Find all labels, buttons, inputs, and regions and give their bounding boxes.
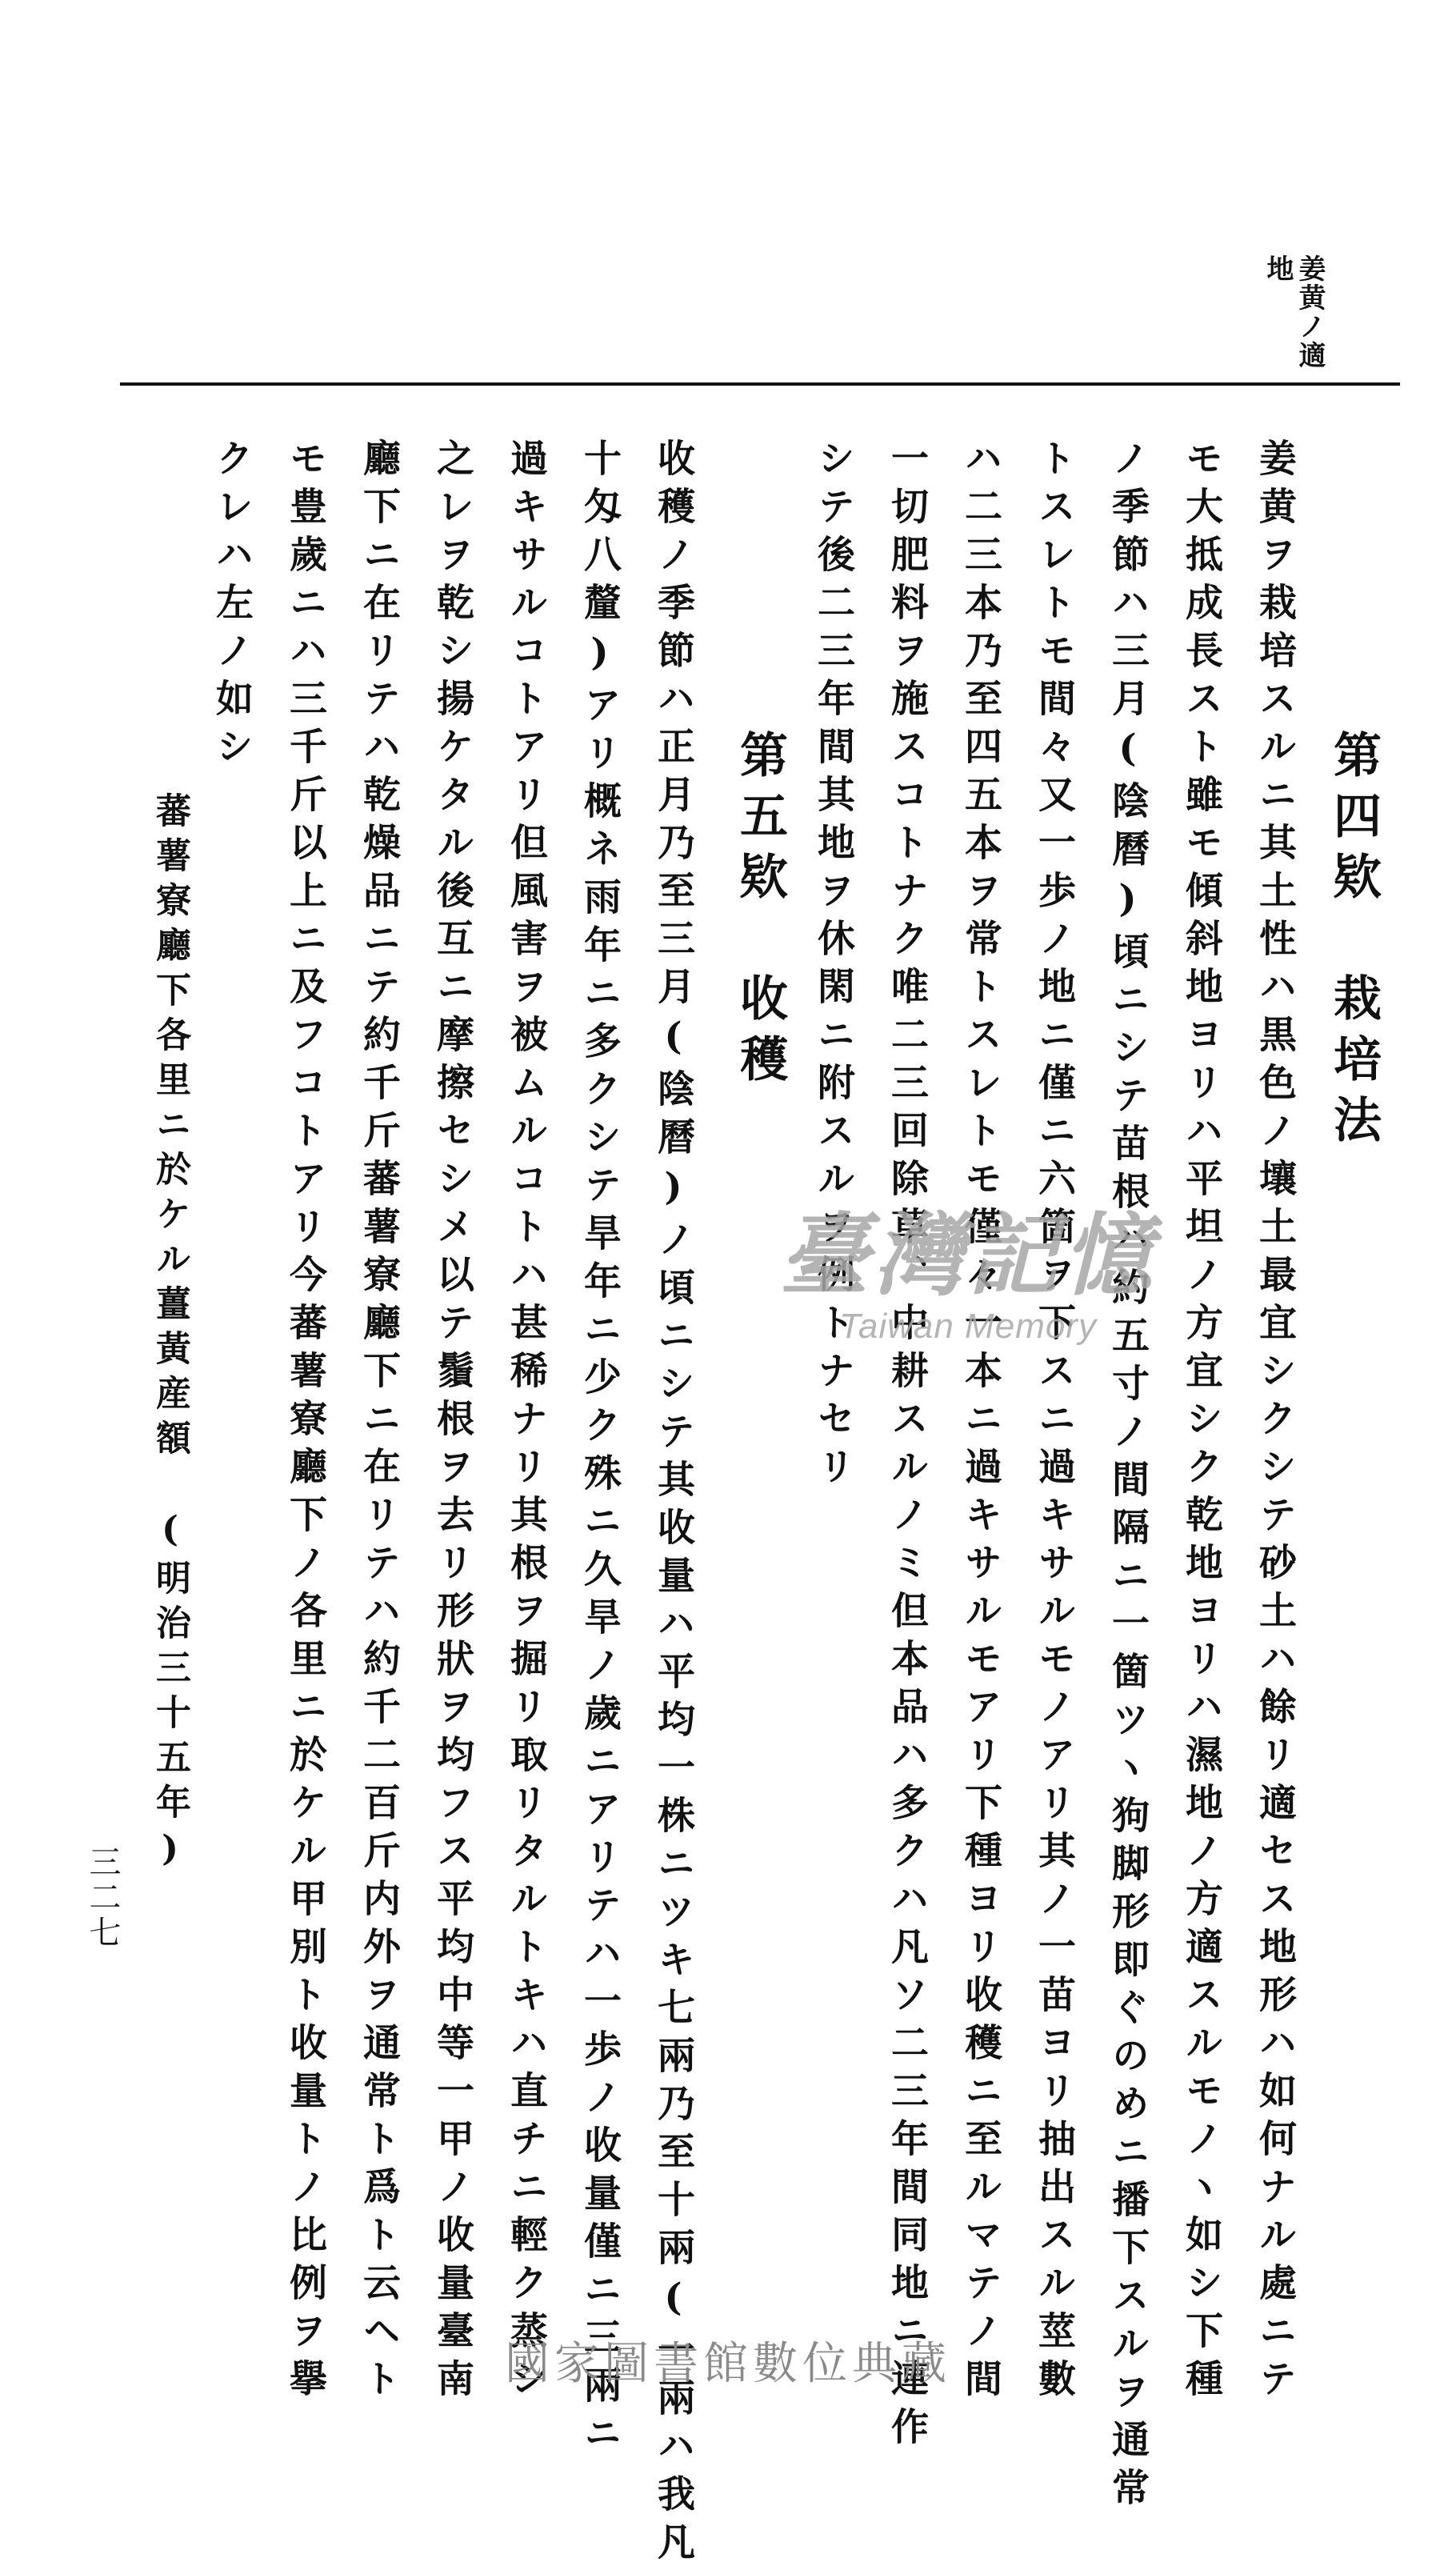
watermark-english: Taiwan Memory [839,1307,1097,1346]
section4-column-3: ノ季節ハ三月(陰曆)頃ニシテ苗根ハ約五寸ノ間隔ニ一箇ツヽ狗脚形即ぐのめニ播下スルヲ通常 [1106,438,1150,2516]
section5-column-5: 廳下ニ在リテハ乾燥品ニテ約千斤蕃薯寮廳下ニ在リテハ約千二百斤内外ヲ通常ト爲ト云ヘト [357,438,401,2407]
margin-note-line-2: 地 [1262,254,1294,283]
section4-heading: 第四欵 栽培法 [1326,730,1382,1155]
section5-column-6: モ豊歲ニハ三千斤以上ニ及フコトアリ今蕃薯寮廳下ノ各里ニ於ケル甲別ト收量トノ比例ヲ擧 [283,438,327,2407]
header-rule [120,382,1400,386]
section5-column-2: 十匁八釐)アリ概ネ雨年ニ多クシテ旱年ニ少ク殊ニ久旱ノ歲ニアリテハ一歩ノ收量僅ニ三兩ニ [578,438,622,2461]
section4-column-4: トスレトモ間々又一歩ノ地ニ僅ニ六箇ヲ下スニ過キサルモノアリ其ノ一苗ヨリ抽出スル莖數 [1032,438,1076,2407]
section5-column-4: 之レヲ乾シ揚ケタル後互ニ摩擦セシメ以テ鬚根ヲ去リ形狀ヲ均フス平均中等一甲ノ收量臺南 [430,438,474,2407]
footer-archive-label: 國家圖書館數位典藏 [505,2338,951,2390]
section4-column-2: モ大抵成長スト雖モ傾斜地ヨリハ平坦ノ方宜シク乾地ヨリハ濕地ノ方適スルモノヽ如シ下種 [1179,438,1223,2407]
section4-column-7: シテ後二三年間其地ヲ休閑ニ附スルヲ例トナセリ [811,438,855,1495]
section4-column-5: ハ二三本乃至四五本ヲ常トスレトモ僅々一本ニ過キサルモアリ下種ヨリ收穫ニ至ルマテノ間 [958,438,1002,2407]
margin-note-line-1: 姜黄ノ適 [1294,254,1326,370]
table-title: 蕃薯寮廳下各里ニ於ケル薑黃産額 (明治三十五年) [150,792,190,1879]
section5-column-1: 收穫ノ季節ハ正月乃至三月(陰曆)ノ頃ニシテ其收量ハ平均一株ニツキ七兩乃至十兩(一兩ハ我凡 [651,438,695,2570]
section5-column-3: 過キサルコトアリ但風害ヲ被ムルコトハ甚稀ナリ其根ヲ掘リ取リタルトキハ直チニ輕ク蒸シ [504,438,548,2407]
section4-column-1: 姜黄ヲ栽培スルニ其土性ハ黒色ノ壤土最宜シクシテ砂土ハ餘リ適セス地形ハ如何ナル處ニテ [1253,438,1297,2407]
section5-column-7: クレハ左ノ如シ [210,438,254,775]
watermark-chinese: 臺灣記憶 [779,1203,1157,1308]
watermark-logo [720,1184,1216,1347]
section4-column-6: 一切肥料ヲ施スコトナク唯二三回除草、中耕スルノミ但本品ハ多クハ凡ソ二三年間同地ニ連作 [885,438,929,2455]
section5-heading: 第五欵 收穫 [732,730,788,1095]
page-number: 三二七 [84,1845,121,1951]
